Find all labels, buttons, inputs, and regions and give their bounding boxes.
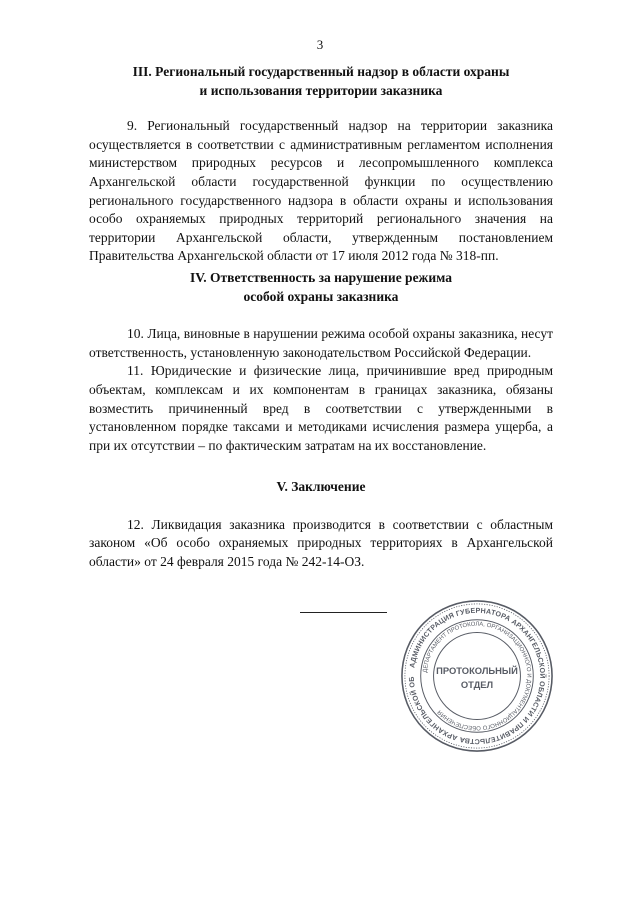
section-3-heading-line-1: III. Региональный государственный надзор в области охраны	[132, 64, 510, 79]
end-of-document-rule	[300, 612, 387, 613]
paragraph-11: 11. Юридические и физические лица, причинившие вред природным объектам, комплексам и их компонентам в границах заказника, обязаны возместить причиненный вред в соответствии с утвержденными в установленном порядке таксами и методиками исчисления размера ущерба, а при их отсутствии – по фактическим затратам на их восстановление.	[89, 363, 553, 453]
section-3-heading-line-2: и использования территории заказника	[199, 82, 443, 98]
section-5	[89, 478, 553, 571]
official-seal-stamp	[398, 596, 556, 756]
section-3	[89, 63, 553, 266]
page-number: 3	[316, 37, 324, 52]
paragraph-10: 10. Лица, виновные в нарушении режима особой охраны заказника, несут ответственность, установленную законодательством Российской Федерации.	[89, 326, 553, 360]
seal-icon	[398, 596, 556, 756]
section-5-heading: V. Заключение	[276, 479, 366, 494]
seal-center-line-2: ОТДЕЛ	[460, 679, 494, 690]
section-4-heading-line-2: особой охраны заказника	[243, 288, 399, 304]
seal-center-line-1: ПРОТОКОЛЬНЫЙ	[436, 666, 518, 677]
paragraph-9: 9. Региональный государственный надзор на территории заказника осуществляется в соответствии с административным регламентом исполнения министерством природных ресурсов и лесопромышленного комплекса Архангельской области государственной функции по осуществлению регионального государственного надзора в области охраны и использования особо охраняемых природных территорий регионального значения на территории Архангельской области, утвержденным постановлением Правительства Архангельской области от 17 июля 2012 года № 318-пп.	[89, 118, 553, 264]
paragraph-12: 12. Ликвидация заказника производится в соответствии с областным законом «Об особо охраняемых природных территориях в Архангельской области» от 24 февраля 2015 года № 242-14-ОЗ.	[89, 516, 553, 569]
section-4-heading-line-1: IV. Ответственность за нарушение режима	[190, 270, 452, 285]
seal-outer-ring-text: АДМИНИСТРАЦИЯ ГУБЕРНАТОРА АРХАНГЕЛЬСКОЙ ОБЛАСТИ И ПРАВИТЕЛЬСТВА АРХАНГЕЛЬСКОЙ ОБ	[407, 606, 547, 746]
section-4	[89, 269, 553, 455]
seal-inner-ring-text: ДЕПАРТАМЕНТ ПРОТОКОЛА, ОРГАНИЗАЦИОННОГО И ДОКУМЕНТАЦИОННОГО ОБЕСПЕЧЕНИЯ	[422, 621, 532, 731]
